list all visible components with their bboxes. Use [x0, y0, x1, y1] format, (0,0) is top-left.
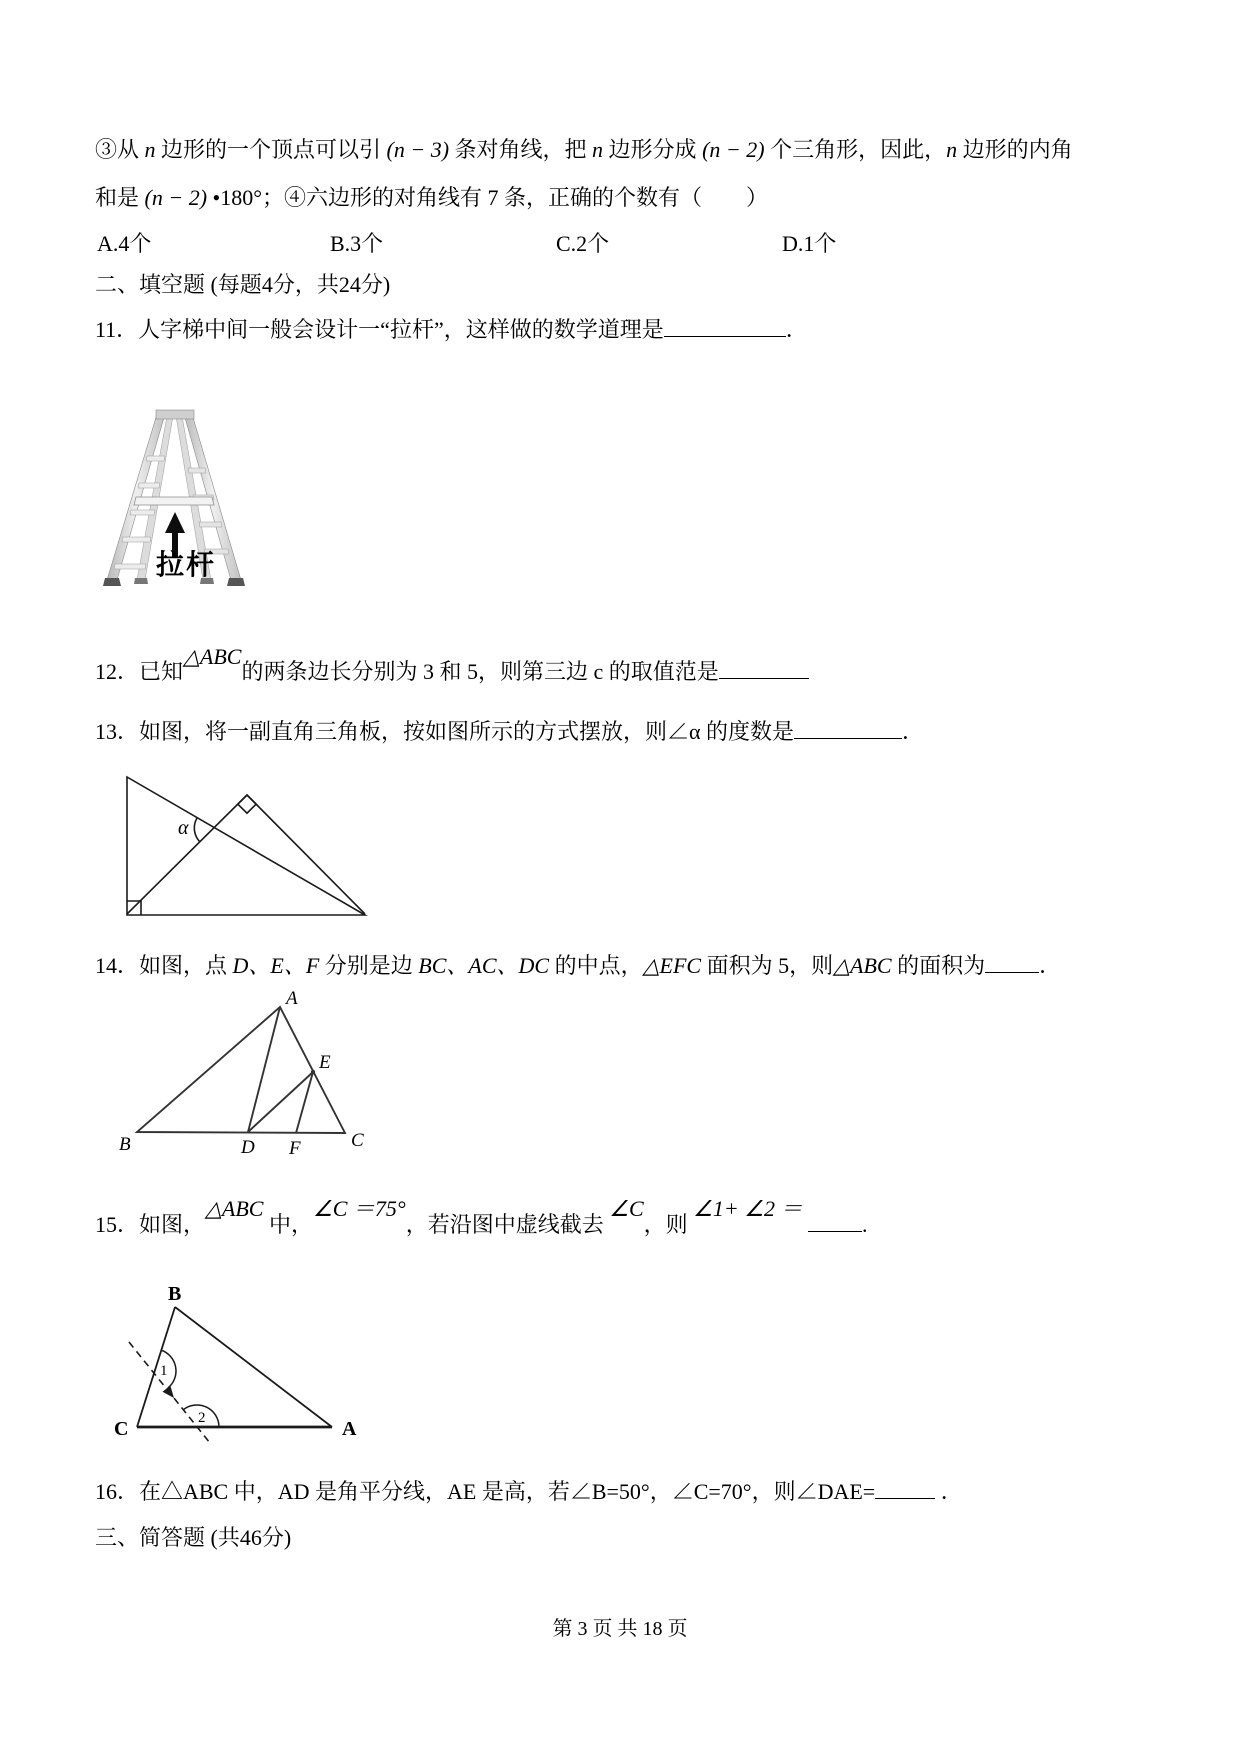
- q13-tail: ．: [902, 719, 925, 744]
- math-triangle-abc: △ABC: [833, 953, 892, 978]
- answer-blank: [985, 953, 1039, 973]
- q15-text: ，若沿图中虚线截去: [405, 1212, 610, 1237]
- label-a: A: [342, 1418, 357, 1440]
- q14-text: 的面积为: [891, 953, 986, 978]
- answer-blank: [664, 317, 786, 337]
- q13-figure: [110, 770, 380, 928]
- option-d: D.1个: [782, 231, 837, 256]
- q10-line2: [95, 181, 768, 212]
- q10-text: ③从: [95, 137, 145, 162]
- label-e: E: [319, 1052, 331, 1073]
- ladder-rung: [199, 522, 222, 527]
- label-b: B: [119, 1134, 131, 1155]
- q14-text: 分别是边: [319, 953, 419, 978]
- label-f: F: [289, 1138, 301, 1159]
- q14-tail: ．: [1039, 953, 1062, 978]
- segment-de: [248, 1072, 313, 1132]
- math-n: n: [592, 137, 604, 162]
- section3-title: 三、简答题 (共46分): [95, 1525, 292, 1550]
- math-n: n: [946, 137, 958, 162]
- q12-prefix: 12．已知: [95, 659, 184, 684]
- q14-row: [95, 949, 1061, 980]
- label-a: A: [286, 988, 298, 1009]
- alpha-label: α: [178, 817, 189, 839]
- math-angle-c-75: ∠C ＝75°: [313, 1196, 406, 1221]
- ladder-rung: [188, 468, 206, 473]
- label-b: B: [168, 1283, 182, 1305]
- q10-text: 条对角线，把: [449, 137, 593, 162]
- section2-title: 二、填空题 (每题4分，共24分): [95, 272, 391, 297]
- answer-blank: [719, 659, 809, 679]
- dashed-line-arrowhead: [163, 1386, 175, 1399]
- q14-text: 面积为 5，则: [701, 953, 834, 978]
- ladder-rung: [122, 537, 151, 542]
- q13-text: 13．如图，将一副直角三角板，按如图所示的方式摆放，则∠α 的度数是: [95, 719, 795, 744]
- q12-row: [95, 644, 809, 686]
- side-bc: [137, 1307, 175, 1427]
- q14-figure: [95, 988, 380, 1163]
- ladder-rung: [114, 564, 146, 569]
- math-n-minus-3: (n − 3): [386, 137, 450, 162]
- q15-tail: .: [861, 1212, 868, 1237]
- math-angle1-plus-angle2: ∠1+ ∠2 ＝: [693, 1196, 803, 1221]
- math-n: n: [144, 137, 156, 162]
- q10-text: 和是: [95, 185, 145, 210]
- math-def: D、E、F: [232, 953, 320, 978]
- q15-figure: [90, 1278, 400, 1453]
- triangle-2-right-side: [247, 795, 365, 914]
- math-n-minus-2: (n − 2): [144, 185, 208, 210]
- math-bc-ac-dc: BC、AC、DC: [418, 953, 550, 978]
- q10-text: 边形的一个顶点可以引: [155, 137, 387, 162]
- ladder-pull-rod: [134, 497, 214, 505]
- page-footer: 第 3 页 共 18 页: [552, 1618, 688, 1640]
- q10-text: 边形分成: [603, 137, 703, 162]
- q14-text: 的中点，: [549, 953, 643, 978]
- q16-text: 16．在△ABC 中，AD 是角平分线，AE 是高，若∠B=50°，∠C=70°，则∠DAE=: [95, 1479, 876, 1504]
- ladder-pull-rod-label: 拉杆: [156, 549, 217, 580]
- q15-text: 中，: [263, 1212, 314, 1237]
- math-n-minus-2: (n − 2): [702, 137, 765, 162]
- q11-text: 11．人字梯中间一般会设计一“拉杆”，这样做的数学道理是: [95, 317, 664, 342]
- ladder-foot: [134, 578, 148, 584]
- point-e-dot: [311, 1070, 315, 1074]
- label-angle2: 2: [198, 1410, 206, 1426]
- ladder-rung: [130, 510, 155, 515]
- q10-text: 个三角形，因此，: [764, 137, 947, 162]
- alpha-angle-arc: [194, 818, 200, 842]
- q11-tail: ．: [785, 317, 808, 342]
- math-triangle-efc: △EFC: [642, 953, 702, 978]
- ladder-rung: [146, 456, 165, 461]
- q15-text: ，则: [643, 1212, 694, 1237]
- ladder-foot: [103, 578, 121, 586]
- math-triangle-abc: △ABC: [183, 644, 242, 669]
- q16-row: [95, 1475, 963, 1506]
- q14-text: 14．如图，点: [95, 953, 233, 978]
- option-a: A.4个: [97, 231, 152, 256]
- ladder-top-cap: [156, 410, 194, 419]
- q10-text: 边形的内角: [957, 137, 1073, 162]
- arrow-up-head: [165, 512, 185, 533]
- triangle-2-left-side: [127, 795, 247, 914]
- label-d: D: [241, 1137, 255, 1158]
- math-angle-c: ∠C: [609, 1196, 644, 1221]
- triangle-1: [127, 777, 365, 915]
- q12-text: 的两条边长分别为 3 和 5，则第三边 c 的取值范是: [241, 659, 719, 684]
- option-b: B.3个: [330, 231, 384, 256]
- q16-tail: ．: [940, 1479, 963, 1504]
- ladder-rung: [138, 483, 160, 488]
- q13-row: [95, 715, 924, 746]
- ladder-foot: [227, 578, 245, 586]
- label-c: C: [351, 1130, 364, 1151]
- segment-ef: [296, 1072, 313, 1133]
- q15-text: 15．如图，: [95, 1212, 206, 1237]
- side-ba: [175, 1307, 332, 1427]
- math-triangle-abc: △ABC: [205, 1196, 264, 1221]
- answer-blank: [875, 1479, 935, 1499]
- answer-blank: [808, 1212, 862, 1232]
- q11-row: [95, 313, 808, 344]
- right-angle-diamond-mark: [238, 795, 256, 813]
- label-angle1: 1: [160, 1363, 168, 1379]
- q15-row: [95, 1196, 868, 1239]
- q10-text: •180°；④六边形的对角线有 7 条，正确的个数有（ ）: [207, 185, 769, 210]
- answer-blank: [794, 719, 902, 739]
- option-c: C.2个: [556, 231, 610, 256]
- segment-ad: [248, 1007, 280, 1132]
- q10-line1: [95, 133, 1073, 164]
- label-c: C: [114, 1418, 129, 1440]
